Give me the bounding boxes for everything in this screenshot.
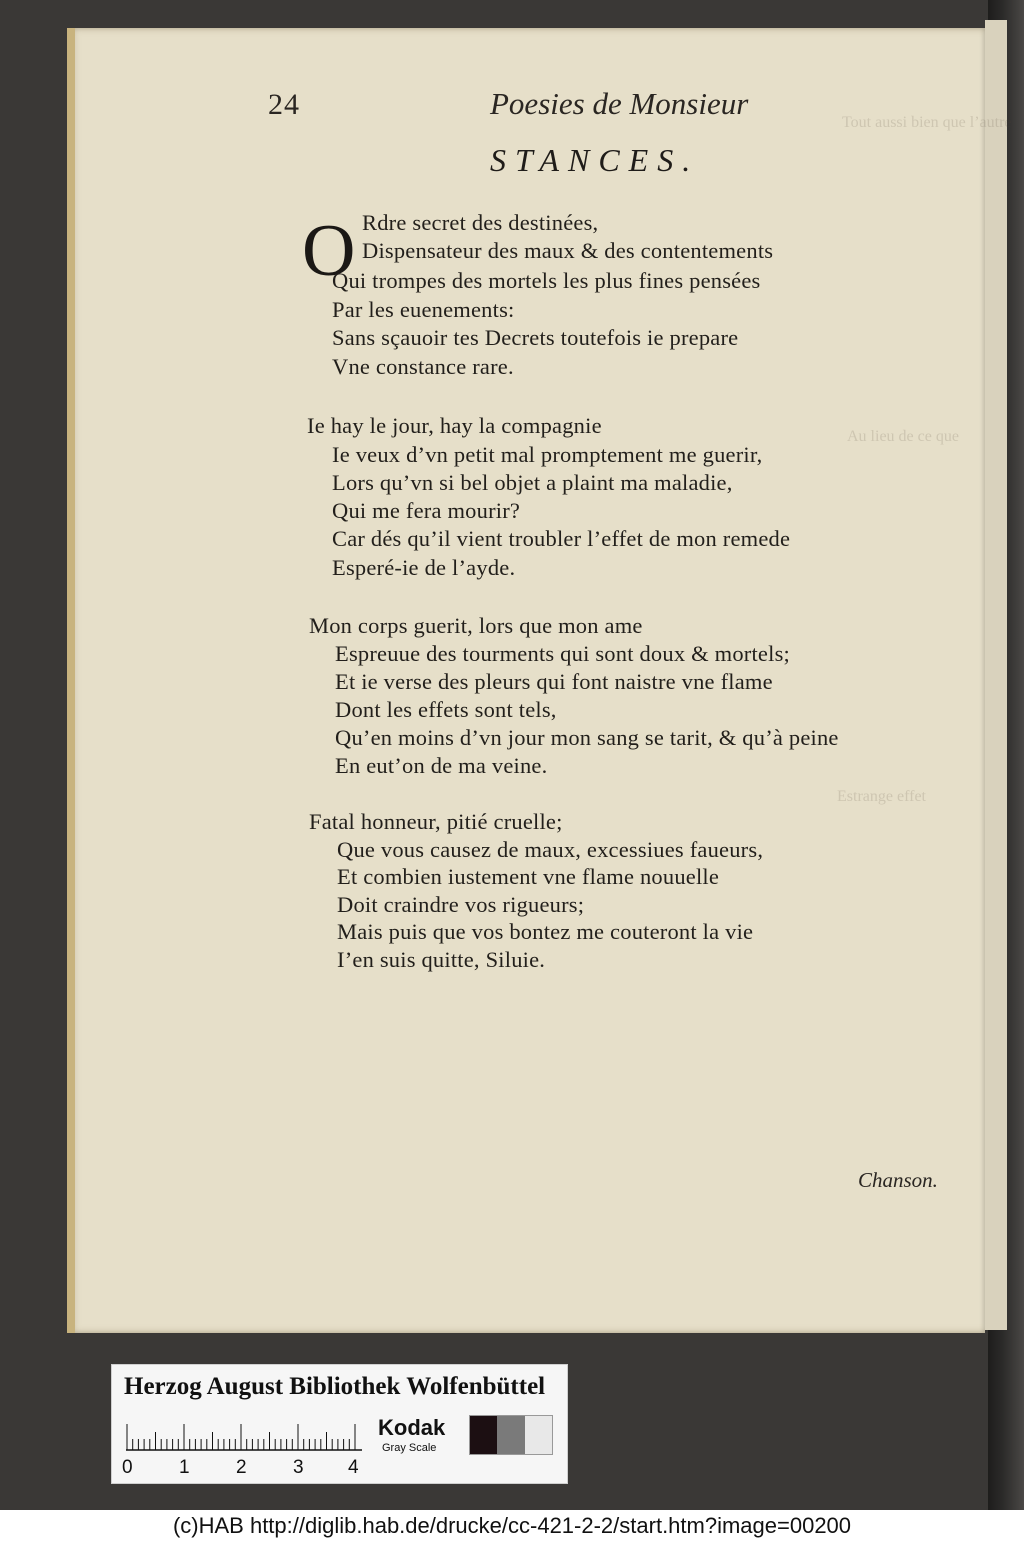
ruler-number: 0 (122, 1457, 133, 1478)
poem-line: Et combien iustement vne flame nouuelle (337, 864, 720, 889)
poem-line: Espreuue des tourments qui sont doux & mortels; (335, 641, 790, 666)
poem-line: Qu’en moins d’vn jour mon sang se tarit, & qu’à peine (335, 725, 839, 750)
poem-line: Dispensateur des maux & des contentements (362, 238, 774, 263)
poem-line: Ie veux d’vn petit mal promptement me guerir, (332, 442, 763, 467)
show-through: Tout aussi bien que l’autre (842, 114, 1012, 131)
poem-line: Lors qu’vn si bel objet a plaint ma maladie, (332, 470, 733, 495)
facing-page-edge (985, 20, 1007, 1330)
swatch-dark (470, 1416, 497, 1454)
poem-line: Mais puis que vos bontez me couteront la vie (337, 919, 754, 944)
poem-line: Que vous causez de maux, excessiues faueurs, (337, 837, 764, 862)
show-through: Au lieu de ce que (847, 428, 959, 445)
kodak-brand: Kodak (378, 1415, 446, 1440)
poem-line: Par les euenements: (332, 297, 515, 322)
poem-line: Car dés qu’il vient troubler l’effet de mon remede (332, 526, 791, 551)
poem-line: Rdre secret des destinées, (362, 210, 599, 235)
poem-line: Esperé-ie de l’ayde. (332, 555, 516, 580)
poem-line: Sans sçauoir tes Decrets toutefois ie prepare (332, 325, 739, 350)
running-title: Poesies de Monsieur (490, 86, 749, 121)
page-gutter (67, 28, 75, 1333)
drop-cap: O (302, 210, 356, 292)
swatch-light (525, 1416, 552, 1454)
gray-swatches (469, 1415, 553, 1455)
poem-line: Ie hay le jour, hay la compagnie (307, 413, 602, 438)
color-target-card (111, 1364, 568, 1484)
page-number: 24 (268, 88, 300, 121)
ruler-number: 2 (236, 1457, 247, 1478)
ruler-number: 1 (179, 1457, 190, 1478)
poem-line: Qui trompes des mortels les plus fines pensées (332, 268, 761, 293)
footer-credit: (c)HAB http://diglib.hab.de/drucke/cc-421-2-2/start.htm?image=00200 (172, 1513, 852, 1538)
poem-line: Et ie verse des pleurs qui font naistre vne flame (335, 669, 773, 694)
ruler-scale (126, 1423, 366, 1451)
show-through: Estrange effet (837, 788, 926, 805)
catchword: Chanson. (858, 1168, 938, 1192)
poem-line: I’en suis quitte, Siluie. (337, 947, 546, 972)
poem-line: Mon corps guerit, lors que mon ame (309, 613, 643, 638)
gray-scale-label: Gray Scale (382, 1442, 437, 1454)
ruler-number: 4 (348, 1457, 359, 1478)
poem-line: Doit craindre vos rigueurs; (337, 892, 585, 917)
poem-line: Qui me fera mourir? (332, 498, 521, 523)
library-name: Herzog August Bibliothek Wolfenbüttel (124, 1373, 546, 1400)
poem-line: Fatal honneur, pitié cruelle; (309, 809, 563, 834)
poem-line: Dont les effets sont tels, (335, 697, 557, 722)
ruler-number: 3 (293, 1457, 304, 1478)
swatch-mid (497, 1416, 524, 1454)
poem-line: Vne constance rare. (332, 354, 514, 379)
poem-line: En eut’on de ma veine. (335, 753, 548, 778)
poem-title: STANCES. (490, 142, 700, 178)
